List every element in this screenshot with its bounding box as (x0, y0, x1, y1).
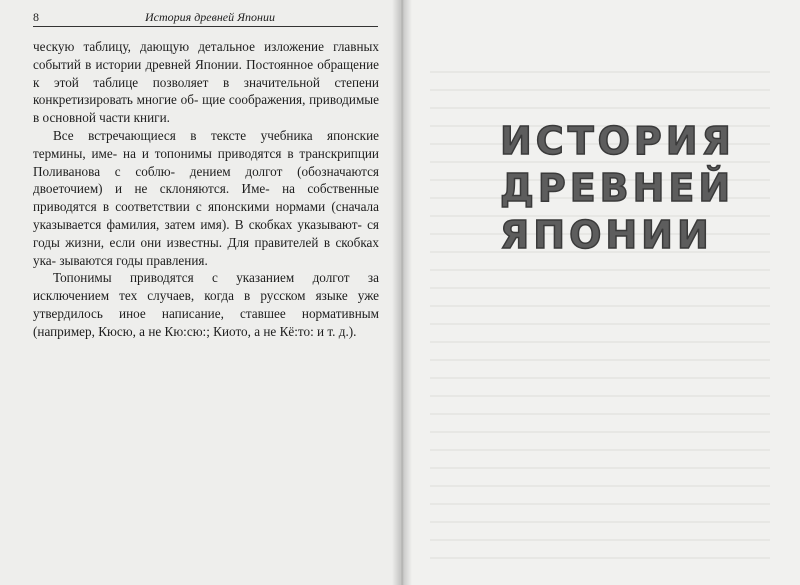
text-line: Все встречающиеся в тексте учебника японские термины, име- (33, 127, 379, 161)
page-number: 8 (33, 10, 39, 24)
paragraph (33, 127, 379, 269)
book-gutter (392, 0, 412, 585)
chapter-title (500, 118, 780, 259)
text-line: ческую таблицу, дающую детальное изложение главных событий в (33, 39, 379, 72)
text-line: на собственные приводятся в соответствии с японскими нормами (33, 181, 379, 215)
text-line: Топонимы приводятся с указанием долгот за исключением тех (33, 270, 379, 304)
text-line: ся годы жизни, если они известны. Для правителей в скобках ука- (33, 216, 379, 268)
text-line: на и топонимы приводятся в транскрипции Поливанова с соблю- (33, 145, 379, 179)
text-line: позволяет в значительной степени конкретизировать многие об- (33, 74, 379, 108)
text-line: (сначала указывается фамилия, затем имя). В скобках указывают- (33, 199, 379, 232)
chapter-title-line: ИСТОРИЯ (500, 119, 735, 163)
text-line: истории древней Японии. Постоянное обращение к этой таблице (33, 56, 379, 90)
text-line: ставшее нормативным (например, Кюсю, а не Кю:сю:; Киото, а (33, 305, 380, 339)
chapter-title-line: ДРЕВНЕЙ (500, 166, 735, 210)
text-line: случаев, когда в русском языке уже утвердилось иное написание, (33, 288, 379, 321)
paragraph (33, 269, 379, 340)
chapter-title-line: ЯПОНИИ (500, 213, 713, 257)
running-title: История древней Японии (145, 10, 275, 24)
text-line: не Кё:то: и т. д.). (263, 323, 357, 339)
text-line: щие соображения, приводимые в основной части книги. (33, 92, 380, 126)
body-text (33, 38, 379, 341)
text-line: зываются годы правления. (59, 252, 208, 268)
text-line: дением долгот (обозначаются двоеточием) и не склоняются. Име- (33, 163, 379, 197)
page-header (33, 8, 378, 27)
paragraph (33, 38, 379, 127)
